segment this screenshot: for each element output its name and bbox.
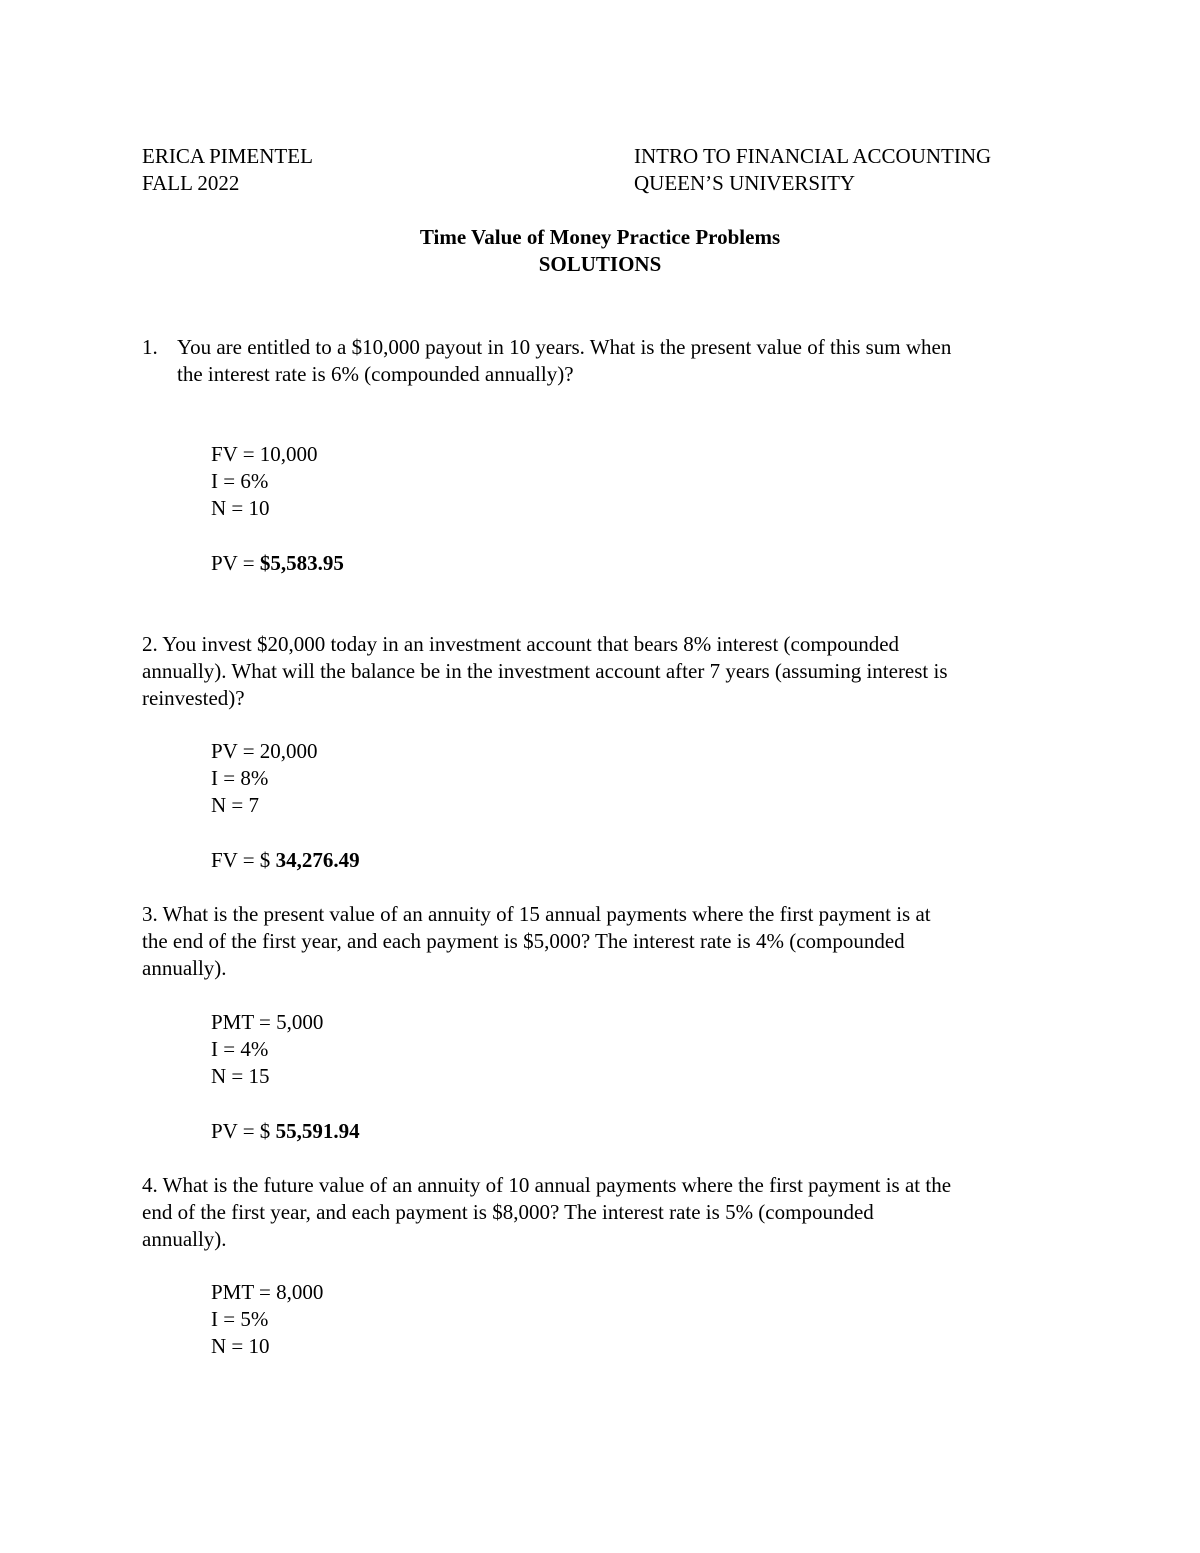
problem-number: 1. [142,335,158,359]
given-value: N = 7 [211,793,260,817]
given-value: N = 10 [211,1334,270,1358]
given-value: I = 5% [211,1307,269,1331]
question-line: reinvested)? [142,686,245,710]
given-value: I = 6% [211,469,269,493]
question-line: annually). [142,956,227,980]
author-name: ERICA PIMENTEL [142,144,313,168]
given-value: FV = 10,000 [211,442,318,466]
answer-label: PV = $ [211,1119,276,1143]
answer-value: 34,276.49 [275,848,360,872]
given-value: PMT = 8,000 [211,1280,324,1304]
question-line: the end of the first year, and each payment is $5,000? The interest rate is 4% (compounded [142,929,905,953]
given-value: PMT = 5,000 [211,1010,324,1034]
question-line: 2. You invest $20,000 today in an investment account that bears 8% interest (compounded [142,632,900,656]
given-value: N = 15 [211,1064,270,1088]
course-name: INTRO TO FINANCIAL ACCOUNTING [634,144,992,168]
answer [211,847,360,874]
question-line: the interest rate is 6% (compounded annually)? [177,362,574,386]
given-value: PV = 20,000 [211,739,318,763]
question-line: You are entitled to a $10,000 payout in 10 years. What is the present value of this sum when [177,335,952,359]
answer-value: 55,591.94 [275,1119,360,1143]
question-line: annually). What will the balance be in the investment account after 7 years (assuming interest is [142,659,948,683]
given-value: N = 10 [211,496,270,520]
question-line: 3. What is the present value of an annuity of 15 annual payments where the first payment is at [142,902,931,926]
answer [211,1118,360,1145]
question-line: annually). [142,1227,227,1251]
institution: QUEEN’S UNIVERSITY [634,171,856,195]
given-value: I = 8% [211,766,269,790]
document-subtitle: SOLUTIONS [538,252,662,276]
answer-label: FV = $ [211,848,276,872]
given-value: I = 4% [211,1037,269,1061]
answer-label: PV = [211,551,260,575]
term: FALL 2022 [142,171,240,195]
question-line: 4. What is the future value of an annuity of 10 annual payments where the first payment is at the [142,1173,952,1197]
document-title: Time Value of Money Practice Problems [419,225,781,249]
answer [211,550,344,577]
question-line: end of the first year, and each payment is $8,000? The interest rate is 5% (compounded [142,1200,874,1224]
answer-value: $5,583.95 [259,551,344,575]
